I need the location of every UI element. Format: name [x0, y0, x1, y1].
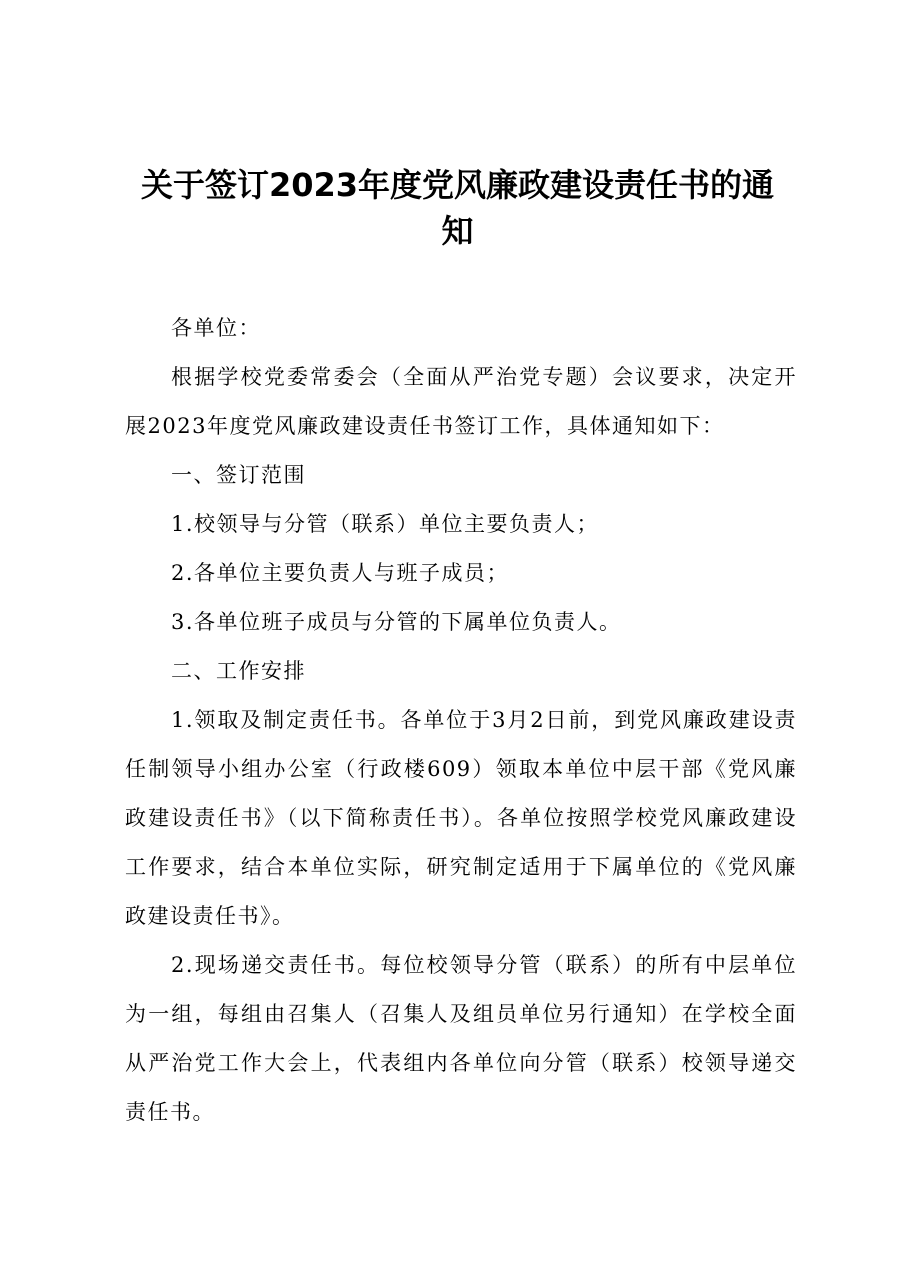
document-title: 关于签订2023年度党风廉政建设责任书的通知 [140, 166, 775, 250]
document-body [125, 304, 797, 1137]
salutation: 各单位： [171, 316, 261, 340]
intro-paragraph: 根据学校党委常委会（全面从严治党专题）会议要求，决定开展2023年度党风廉政建设责任书签订工作，具体通知如下： [125, 365, 797, 438]
scope-item-2: 2.各单位主要负责人与班子成员； [171, 561, 510, 585]
section-heading-scope: 一、签订范围 [171, 463, 306, 487]
arrangement-item-1: 1.领取及制定责任书。各单位于3月2日前，到党风廉政建设责任制领导小组办公室（行政楼609）领取本单位中层干部《党风廉政建设责任书》（以下简称责任书）。各单位按照学校党风廉政建设工作要求，结合本单位实际，研究制定适用于下属单位的《党风廉政建设责任书》。 [125, 708, 797, 928]
scope-item-3: 3.各单位班子成员与分管的下属单位负责人。 [171, 610, 622, 634]
arrangement-item-2: 2.现场递交责任书。每位校领导分管（联系）的所有中层单位为一组，每组由召集人（召集人及组员单位另行通知）在学校全面从严治党工作大会上，代表组内各单位向分管（联系）校领导递交责任书。 [125, 953, 797, 1124]
section-heading-arrangement: 二、工作安排 [171, 659, 306, 683]
scope-item-1: 1.校领导与分管（联系）单位主要负责人； [171, 512, 600, 536]
